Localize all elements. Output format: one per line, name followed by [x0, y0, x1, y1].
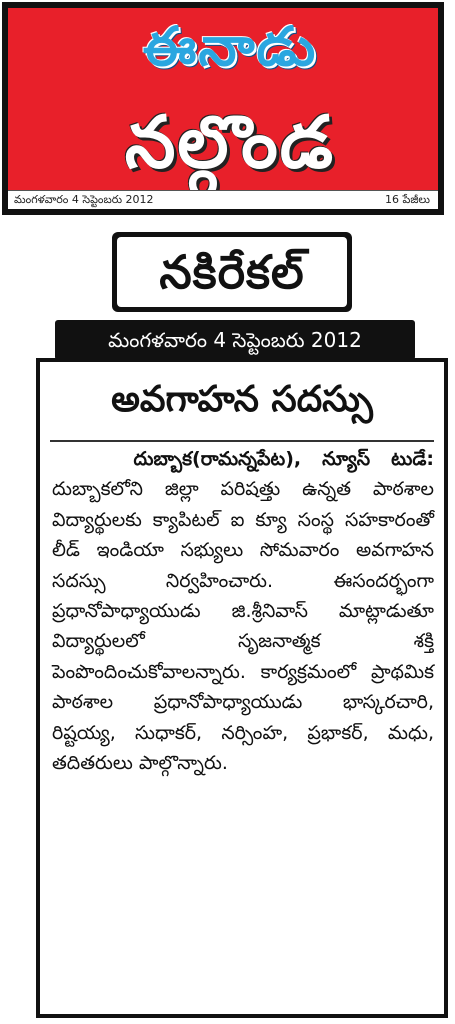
- place-name: నకిరేకల్: [117, 237, 347, 307]
- article-dateline: దుబ్బాక(రామన్నపేట), న్యూస్ టుడే:: [133, 448, 434, 470]
- masthead-info-bar: [8, 190, 438, 209]
- news-article: [36, 358, 448, 1018]
- masthead-panel: [20, 12, 430, 191]
- headline-divider: [50, 440, 434, 442]
- page-count: 16 పేజీలు: [385, 193, 430, 206]
- article-headline: అవగాహన సదస్సు: [111, 379, 373, 420]
- place-banner: [112, 232, 352, 312]
- edition-name: నల్గొండ: [124, 100, 336, 184]
- masthead-date: మంగళవారం 4 సెప్టెంబరు 2012: [14, 193, 154, 206]
- article-body: [52, 444, 434, 778]
- newspaper-brand-logo: ఈనాడు: [142, 15, 318, 78]
- article-body-text: దుబ్బాకలోని జిల్లా పరిషత్తు ఉన్నత పాఠశాల విద్యార్థులకు క్యాపిటల్ ఐ క్యూ సంస్థ సహకారంతో లీడ్ ఇండియా సభ్యులు సోమవారం అవగాహన సదస్సు నిర్వహించారు. ఈసందర్భంగా ప్రధానోపాధ్యాయుడు జి.శ్రీనివాస్ మాట్లాడుతూ విద్యార్థులలో సృజనాత్మక శక్తి పెంపొందించుకోవాలన్నారు. కార్యక్రమంలో ప్రాథమిక పాఠశాల ప్రధానోపాధ్యాయుడు భాస్కరచారి, రిష్టయ్య, సుధాకర్, నర్సింహ, ప్రభాకర్, మధు, తదితరులు పాల్గొన్నారు.: [52, 478, 434, 775]
- place-date-strip: మంగళవారం 4 సెప్టెంబరు 2012: [55, 320, 415, 360]
- newspaper-masthead: [2, 2, 444, 215]
